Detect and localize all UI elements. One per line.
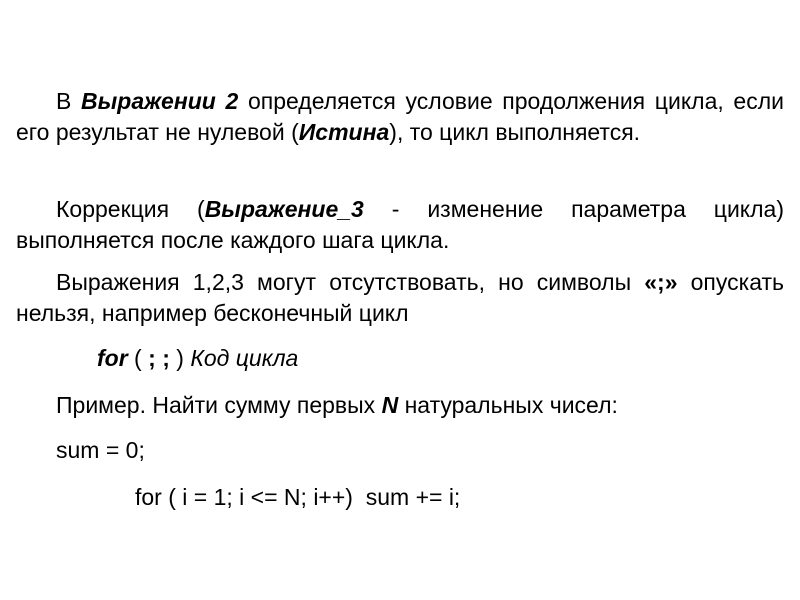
- text-segment: Коррекция (: [56, 196, 205, 222]
- text-segment: ): [169, 345, 191, 371]
- semicolon: ;: [162, 345, 170, 371]
- loop-body-label: Код цикла: [190, 345, 299, 371]
- code-for-loop: for ( i = 1; i <= N; i++) sum += i;: [135, 484, 461, 510]
- text-segment: натуральных чисел:: [398, 392, 618, 418]
- term-n: N: [381, 392, 399, 418]
- text-segment: определяется условие продолжения цикла, если его результат не нулевой (: [16, 88, 784, 145]
- text-segment: Пример. Найти сумму первых: [56, 392, 382, 418]
- term-expression-2: Выражении 2: [81, 88, 239, 114]
- text-segment: опускать нельзя, например бесконечный цикл: [16, 269, 784, 326]
- code-infinite-loop: [97, 343, 298, 374]
- text-segment: (: [127, 345, 149, 371]
- term-true: Истина: [298, 119, 390, 145]
- paragraph-optional-expressions: [16, 267, 784, 329]
- paragraph-expression-2: [16, 86, 784, 148]
- text-segment: В: [56, 88, 82, 114]
- term-expression-3: Выражение_3: [204, 196, 364, 222]
- paragraph-example: [56, 390, 618, 421]
- term-semicolons: «;»: [644, 269, 678, 295]
- text-segment: - изменение параметра цикла) выполняется после каждого шага цикла.: [16, 196, 784, 253]
- text-segment: Выражения 1,2,3 могут отсутствовать, но символы: [56, 269, 645, 295]
- text-segment: ), то цикл выполняется.: [389, 119, 641, 145]
- paragraph-correction: [16, 194, 784, 256]
- semicolon: ;: [148, 345, 156, 371]
- code-sum-init: sum = 0;: [56, 437, 145, 463]
- keyword-for: for: [97, 345, 128, 371]
